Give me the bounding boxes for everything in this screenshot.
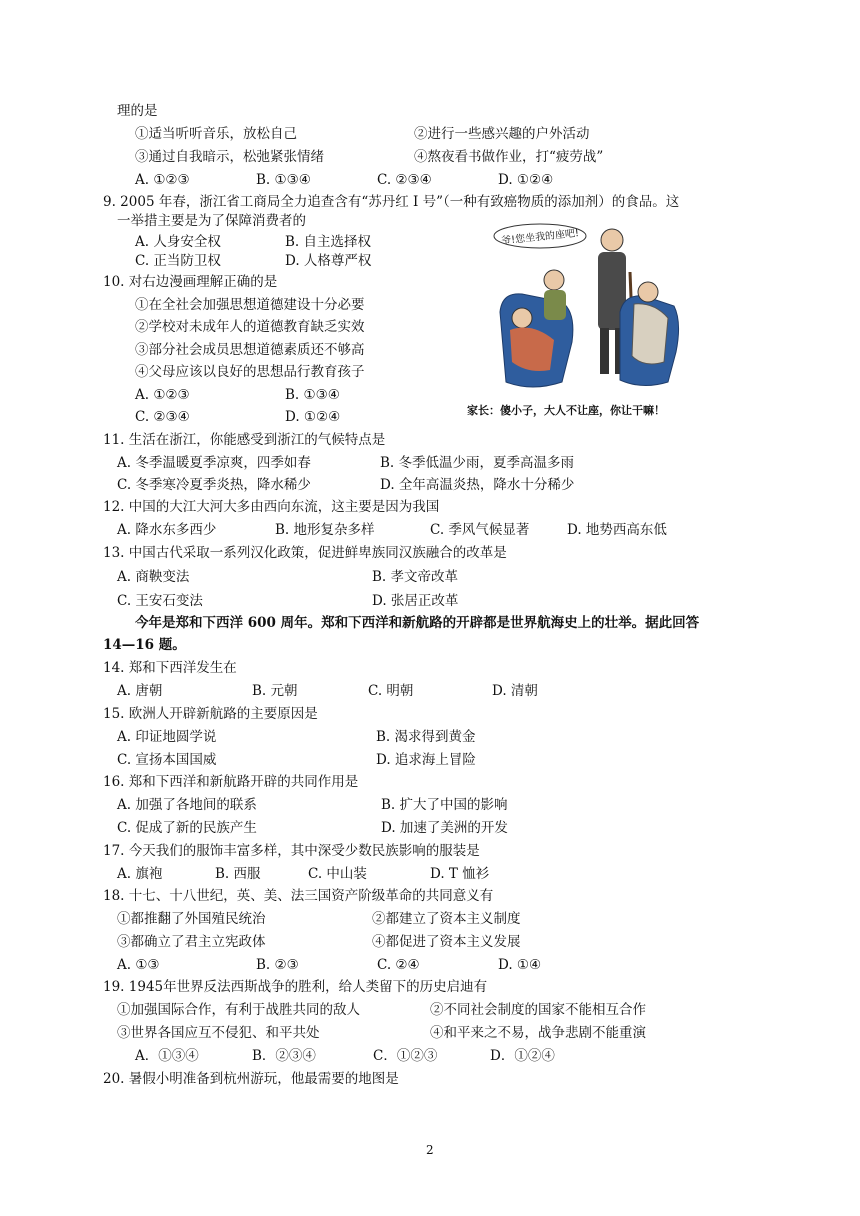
text-line: B. ②③ bbox=[256, 957, 299, 973]
text-line: C. 正当防卫权 bbox=[135, 253, 221, 269]
cartoon-illustration bbox=[492, 222, 684, 400]
text-line: B. 渴求得到黄金 bbox=[376, 729, 476, 745]
text-line: ①在全社会加强思想道德建设十分必要 bbox=[135, 297, 365, 313]
text-line: A. 印证地圆学说 bbox=[117, 729, 217, 745]
text-line: ①加强国际合作，有利于战胜共同的敌人 bbox=[117, 1002, 360, 1018]
speech-bubble-text: 爷!您坐我的座吧! bbox=[500, 227, 580, 248]
text-line: D. T 恤衫 bbox=[430, 866, 490, 882]
text-line: C. 宣扬本国国威 bbox=[117, 752, 217, 768]
text-line: ④和平来之不易，战争悲剧不能重演 bbox=[430, 1025, 646, 1041]
page-number: 2 bbox=[426, 1143, 434, 1157]
text-line: ①都推翻了外国殖民统治 bbox=[117, 911, 266, 927]
text-line: 20. 暑假小明准备到杭州游玩，他最需要的地图是 bbox=[103, 1071, 399, 1087]
text-line: B. 西服 bbox=[215, 866, 261, 882]
text-line: B. 冬季低温少雨，夏季高温多雨 bbox=[380, 455, 575, 471]
text-line: A. ①②③ bbox=[135, 387, 190, 403]
text-line: D. 全年高温炎热，降水十分稀少 bbox=[380, 477, 575, 493]
text-line: 13. 中国古代采取一系列汉化政策，促进鲜卑族同汉族融合的改革是 bbox=[103, 545, 507, 561]
text-line: A. ①③ bbox=[117, 957, 160, 973]
text-line: 17. 今天我们的服饰丰富多样，其中深受少数民族影响的服装是 bbox=[103, 843, 480, 859]
text-line: B. 地形复杂多样 bbox=[275, 522, 375, 538]
text-line: C. 季风气候显著 bbox=[430, 522, 530, 538]
text-line: B．②③④ bbox=[252, 1048, 316, 1064]
text-line: C．①②③ bbox=[373, 1048, 438, 1064]
cartoon-caption: 家长：傻小子，大人不让座，你让干嘛！ bbox=[467, 404, 665, 417]
text-line: ②都建立了资本主义制度 bbox=[372, 911, 521, 927]
left-seat-group bbox=[500, 270, 573, 387]
text-line: 14—16 题。 bbox=[103, 637, 186, 653]
text-line: ③通过自我暗示，松弛紧张情绪 bbox=[135, 149, 324, 165]
text-line: B. ①③④ bbox=[285, 387, 340, 403]
text-line: 9. 2005 年春，浙江省工商局全力追查含有“苏丹红 I 号”（一种有致癌物质的添加剂）的食品。这 bbox=[103, 194, 680, 210]
text-line: ②进行一些感兴趣的户外活动 bbox=[414, 126, 590, 142]
text-line: ①适当听听音乐，放松自己 bbox=[135, 126, 297, 142]
text-line: ③世界各国应互不侵犯、和平共处 bbox=[117, 1025, 320, 1041]
text-line: A．①③④ bbox=[135, 1048, 199, 1064]
text-line: D. 地势西高东低 bbox=[567, 522, 667, 538]
text-line: ②学校对未成年人的道德教育缺乏实效 bbox=[135, 319, 365, 335]
text-line: C. 促成了新的民族产生 bbox=[117, 820, 257, 836]
text-line: C. ②③④ bbox=[377, 172, 432, 188]
text-line: B. 自主选择权 bbox=[285, 234, 372, 250]
text-line: 19. 1945年世界反法西斯战争的胜利，给人类留下的历史启迪有 bbox=[103, 979, 488, 995]
text-line: D. 张居正改革 bbox=[372, 593, 459, 609]
text-line: C. 中山装 bbox=[308, 866, 367, 882]
text-line: 一举措主要是为了保障消费者的 bbox=[117, 213, 306, 229]
text-line: ②不同社会制度的国家不能相互合作 bbox=[430, 1002, 646, 1018]
text-line: 今年是郑和下西洋 600 周年。郑和下西洋和新航路的开辟都是世界航海史上的壮举。据此回答 bbox=[135, 615, 700, 631]
text-line: 16. 郑和下西洋和新航路开辟的共同作用是 bbox=[103, 774, 359, 790]
text-line: 12. 中国的大江大河大多由西向东流，这主要是因为我国 bbox=[103, 499, 440, 515]
text-line: D．①②④ bbox=[490, 1048, 555, 1064]
text-line: C. ②④ bbox=[377, 957, 420, 973]
text-line: B. 孝文帝改革 bbox=[372, 569, 459, 585]
text-line: A. 加强了各地间的联系 bbox=[117, 797, 257, 813]
text-line: C. 王安石变法 bbox=[117, 593, 203, 609]
text-line: A. 旗袍 bbox=[117, 866, 163, 882]
text-line: D. 追求海上冒险 bbox=[376, 752, 476, 768]
text-line: D. ①④ bbox=[498, 957, 542, 973]
text-line: B. 扩大了中国的影响 bbox=[381, 797, 508, 813]
text-line: A. 人身安全权 bbox=[135, 234, 221, 250]
text-line: ④都促进了资本主义发展 bbox=[372, 934, 521, 950]
text-line: ③部分社会成员思想道德素质还不够高 bbox=[135, 342, 365, 358]
text-line: C. 明朝 bbox=[368, 683, 414, 699]
right-seat-group bbox=[620, 282, 679, 386]
text-line: 10. 对右边漫画理解正确的是 bbox=[103, 274, 278, 290]
text-line: 15. 欧洲人开辟新航路的主要原因是 bbox=[103, 706, 318, 722]
text-line: D. 人格尊严权 bbox=[285, 253, 372, 269]
text-line: 11. 生活在浙江，你能感受到浙江的气候特点是 bbox=[103, 432, 386, 448]
text-line: A. 商鞅变法 bbox=[117, 569, 190, 585]
text-line: C. 冬季寒冷夏季炎热，降水稀少 bbox=[117, 477, 311, 493]
text-line: A. 冬季温暖夏季凉爽，四季如春 bbox=[117, 455, 311, 471]
text-line: ④父母应该以良好的思想品行教育孩子 bbox=[135, 364, 365, 380]
text-line: A. 降水东多西少 bbox=[117, 522, 217, 538]
text-line: D. ①②④ bbox=[498, 172, 554, 188]
text-line: D. ①②④ bbox=[285, 409, 341, 425]
text-line: D. 加速了美洲的开发 bbox=[381, 820, 508, 836]
text-line: A. ①②③ bbox=[135, 172, 190, 188]
text-line: C. ②③④ bbox=[135, 409, 190, 425]
text-line: B. 元朝 bbox=[252, 683, 298, 699]
text-line: 18. 十七、十八世纪，英、美、法三国资产阶级革命的共同意义有 bbox=[103, 888, 494, 904]
text-line: ④熬夜看书做作业，打“疲劳战” bbox=[414, 149, 604, 165]
text-line: B. ①③④ bbox=[256, 172, 311, 188]
text-line: 14. 郑和下西洋发生在 bbox=[103, 660, 237, 676]
text-line: D. 清朝 bbox=[492, 683, 538, 699]
text-line: A. 唐朝 bbox=[117, 683, 163, 699]
text-line: 理的是 bbox=[117, 103, 158, 119]
text-line: ③都确立了君主立宪政体 bbox=[117, 934, 266, 950]
